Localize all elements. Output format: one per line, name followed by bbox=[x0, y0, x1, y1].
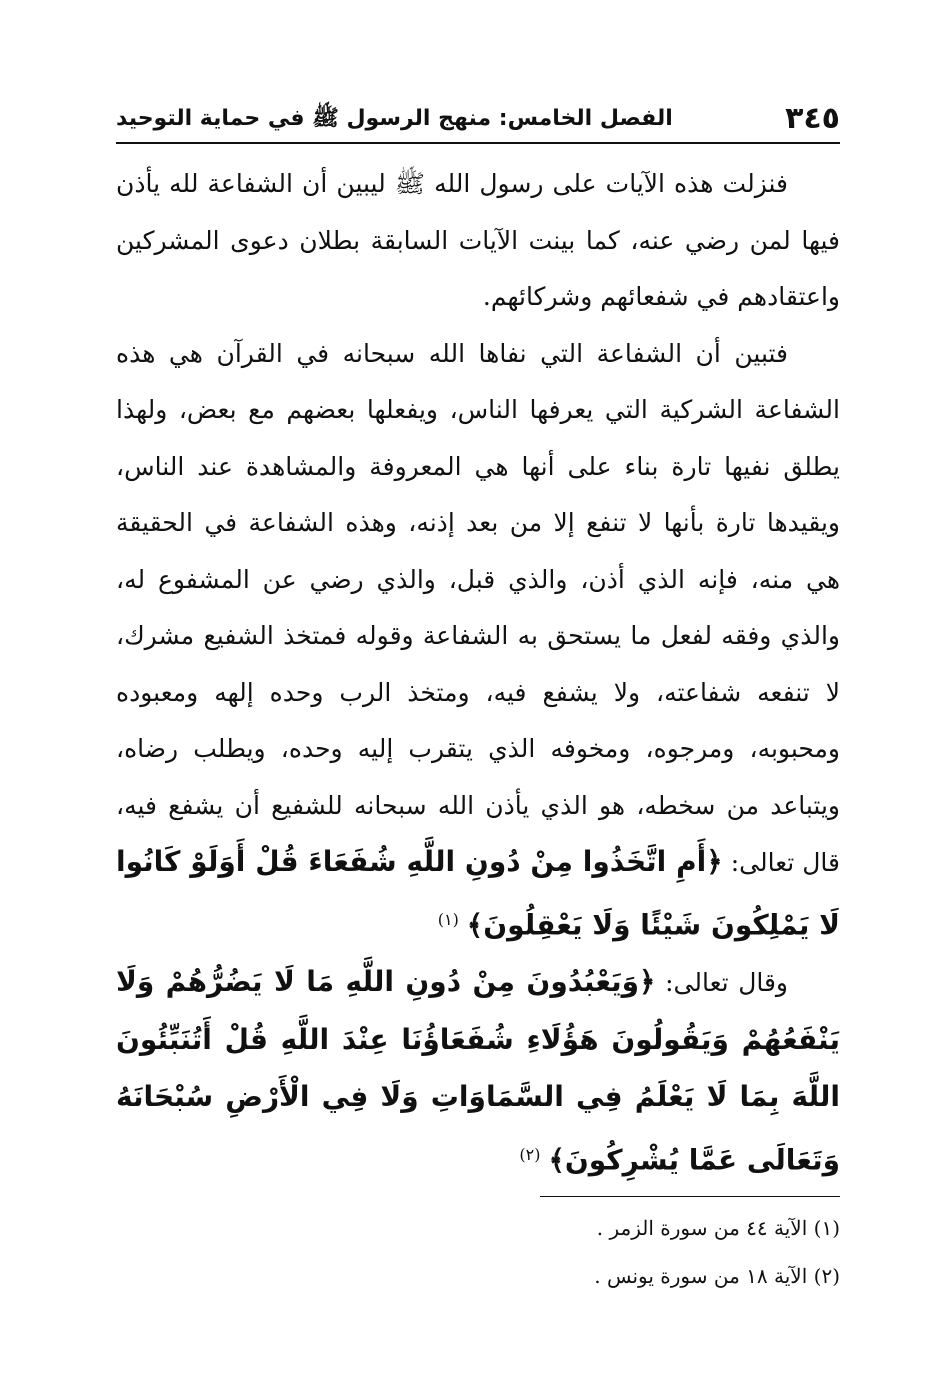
paragraph-3-text: وقال تعالى: bbox=[665, 968, 789, 998]
page-header bbox=[116, 100, 840, 138]
paragraph-3 bbox=[116, 954, 840, 1189]
footnote-divider bbox=[540, 1196, 840, 1197]
footnote-ref-2: (٢) bbox=[519, 1144, 541, 1164]
quran-verse-2: ﴿وَيَعْبُدُونَ مِنْ دُونِ اللَّهِ مَا لَا يَضُرُّهُمْ وَلَا يَنْفَعُهُمْ وَيَقُولُونَ هَؤُلَاءِ شُفَعَاؤُنَا عِنْدَ اللَّهِ قُلْ أَتُنَبِّئُونَ اللَّهَ بِمَا لَا يَعْلَمُ فِي السَّمَاوَاتِ وَلَا فِي الْأَرْضِ سُبْحَانَهُ وَتَعَالَى عَمَّا يُشْرِكُونَ﴾ bbox=[116, 965, 840, 1177]
header-divider bbox=[116, 142, 840, 144]
quran-verse-1: ﴿أَمِ اتَّخَذُوا مِنْ دُونِ اللَّهِ شُفَعَاءَ قُلْ أَوَلَوْ كَانُوا لَا يَمْلِكُونَ شَيْئًا وَلَا يَعْقِلُونَ﴾ bbox=[116, 845, 840, 941]
paragraph-2 bbox=[116, 326, 840, 955]
footnote-1: (١) الآية ٤٤ من سورة الزمر . bbox=[596, 1216, 840, 1240]
paragraph-1: فنزلت هذه الآيات على رسول الله ﷺ ليبين أن الشفاعة لله يأذن فيها لمن رضي عنه، كما بينت الآيات السابقة بطلان دعوى المشركين واعتقادهم في شفعائهم وشركائهم. bbox=[116, 169, 840, 311]
footnotes bbox=[116, 1204, 840, 1300]
paragraph-2-text: فتبين أن الشفاعة التي نفاها الله سبحانه في القرآن هي هذه الشفاعة الشركية التي يعرفها الناس، ويفعلها بعضهم مع بعض، ولهذا يطلق نفيها تارة بناء على أنها هي المعروفة والمشاهدة عند الناس، ويقيدها تارة بأنها لا تنفع إلا من بعد إذنه، وهذه الشفاعة في الحقيقة هي منه، فإنه الذي أذن، والذي قبل، والذي رضي عن المشفوع له، والذي وفقه لفعل ما يستحق به الشفاعة وقوله فمتخذ الشفيع مشرك، لا تنفعه شفاعته، ولا يشفع فيه، ومتخذ الرب وحده إلهه ومعبوده ومحبوبه، ومرجوه، ومخوفه الذي يتقرب إليه وحده، ويطلب رضاه، ويتباعد من سخطه، هو الذي يأذن الله سبحانه للشفيع أن يشفع فيه، قال تعالى: bbox=[116, 338, 840, 877]
footnote-2: (٢) الآية ١٨ من سورة يونس . bbox=[594, 1264, 840, 1288]
footnote-ref-1: (١) bbox=[437, 909, 459, 929]
running-title: الفصل الخامس: منهج الرسول ﷺ في حماية التوحيد bbox=[116, 106, 673, 131]
page-number: ٣٤٥ bbox=[785, 101, 840, 136]
main-text bbox=[116, 156, 840, 1190]
